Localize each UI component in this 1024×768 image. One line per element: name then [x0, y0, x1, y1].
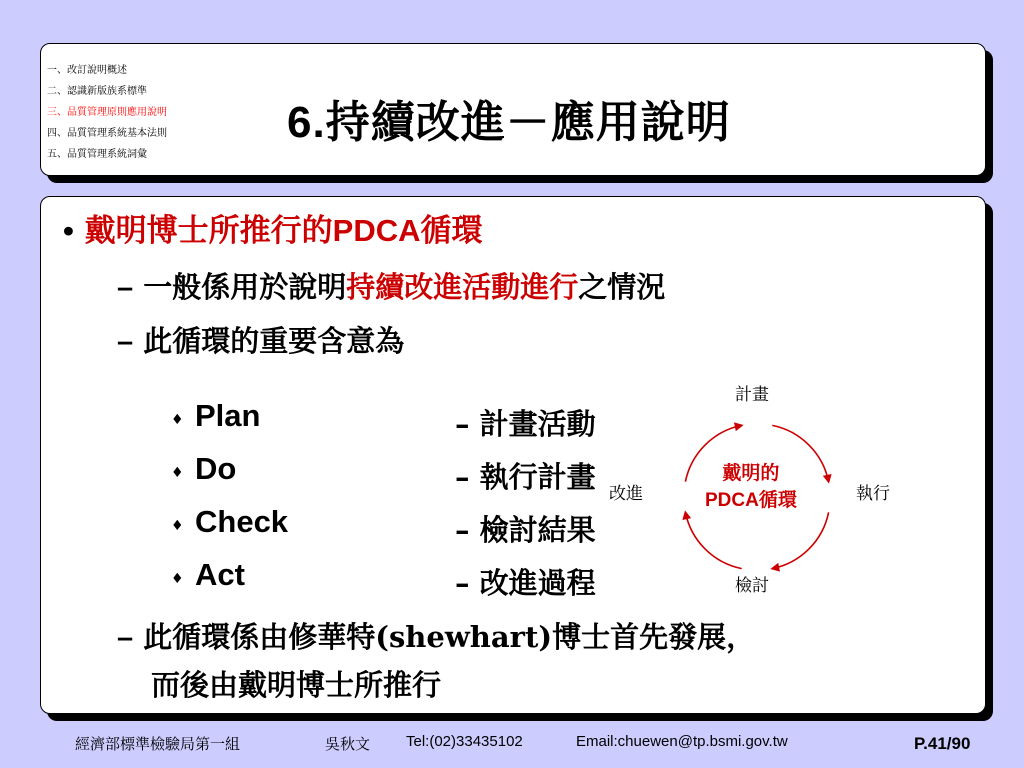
- dash-marker: –: [117, 326, 134, 358]
- content-panel: [40, 196, 986, 714]
- toc-item[interactable]: 二、認識新版族系標準: [47, 86, 147, 97]
- sub-bullet-3: [117, 615, 755, 656]
- slide-title-text: 持續改進－應用說明: [325, 97, 731, 148]
- pdca-term: Do: [195, 451, 237, 486]
- sub-bullet-1: [117, 265, 665, 306]
- toc-item[interactable]: 四、品質管理系統基本法則: [47, 128, 167, 139]
- diamond-icon: ♦: [171, 465, 184, 481]
- diamond-icon: ♦: [171, 518, 184, 534]
- pdca-term: Act: [195, 557, 245, 592]
- toc-item[interactable]: 五、品質管理系統詞彙: [47, 149, 147, 160]
- toc-item[interactable]: 一、改訂說明概述: [47, 65, 127, 76]
- diamond-icon: ♦: [171, 412, 184, 428]
- sub1-highlight: 持續改進活動進行: [346, 270, 579, 304]
- pdca-term: Check: [195, 504, 289, 539]
- cycle-center-label: [705, 458, 797, 512]
- footer-org: 經濟部標準檢驗局第一組: [75, 736, 241, 753]
- cycle-label-act: 改進: [609, 484, 643, 504]
- slide-title: [287, 86, 731, 150]
- dash-marker: –: [117, 272, 134, 304]
- heading-pdca: PDCA: [332, 213, 421, 248]
- cycle-label-check: 檢討: [735, 576, 769, 596]
- dash-marker: –: [117, 622, 134, 654]
- sub-bullet-3-continued: [151, 663, 441, 704]
- cycle-label-plan: 計畫: [735, 385, 769, 405]
- diamond-icon: ♦: [171, 571, 184, 587]
- cycle-center-line2: PDCA循環: [705, 490, 797, 511]
- cycle-label-do: 執行: [856, 484, 890, 504]
- pdca-desc: – 執行計畫: [455, 460, 596, 494]
- footer-author: 吳秋文: [325, 736, 371, 753]
- main-bullet: [63, 205, 483, 250]
- sub2-text: 此循環的重要含意為: [143, 324, 405, 358]
- sub3-line2: 而後由戴明博士所推行: [151, 668, 442, 702]
- cycle-arrow: [685, 512, 741, 568]
- bullet-marker: •: [63, 213, 74, 248]
- page-number: P.41/90: [914, 734, 971, 753]
- heading-prefix: 戴明博士所推行的: [84, 213, 333, 249]
- sub-bullet-2: [117, 319, 404, 360]
- header-panel: [40, 43, 986, 176]
- sub1-suffix: 之情況: [578, 270, 666, 304]
- pdca-term: Plan: [195, 398, 261, 433]
- sub3-line1: 此循環係由修華特(shewhart)博士首先發展，: [143, 620, 756, 654]
- cycle-center-line1: 戴明的: [722, 462, 780, 484]
- slide-title-number: 6.: [287, 98, 326, 147]
- pdca-desc: – 計畫活動: [455, 407, 596, 441]
- footer-email: Email:chuewen@tp.bsmi.gov.tw: [576, 733, 788, 750]
- heading-suffix: 循環: [420, 213, 483, 249]
- sub1-prefix: 一般係用於說明: [143, 270, 347, 304]
- footer-tel: Tel:(02)33435102: [406, 733, 523, 750]
- cycle-arrow: [772, 512, 828, 568]
- pdca-desc: – 檢討結果: [455, 513, 596, 547]
- pdca-desc: – 改進過程: [455, 566, 596, 600]
- table-of-contents: [47, 60, 167, 165]
- toc-item-active[interactable]: 三、品質管理原則應用說明: [47, 107, 167, 118]
